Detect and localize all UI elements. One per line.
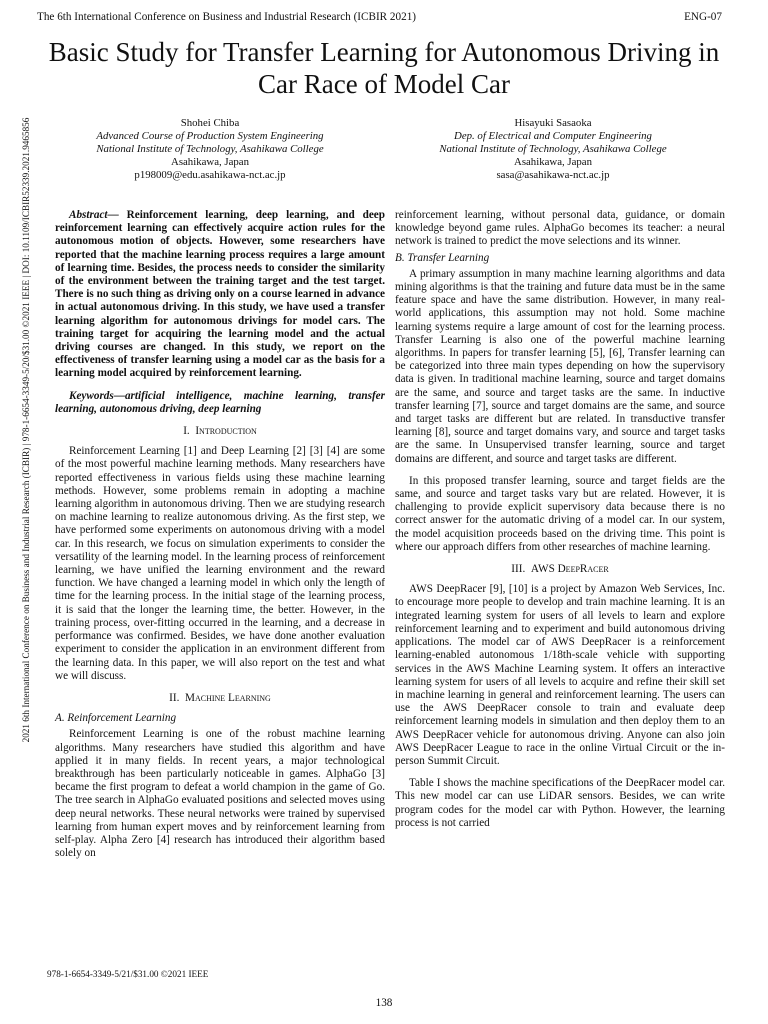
intro-paragraph: Reinforcement Learning [1] and Deep Learning [2] [3] [4] are some of the most powerful machine learning methods. Many researchers have reported effectiveness in various fields using these machine learning methods. However, some problems remain in adopting a machine learning algorithm in autonomous driving. Then we are studying research on machine learning to realize autonomous driving. As the first step, we have performed some experiments on autonomous driving with a model car. In this research, we focus on simulation experiments to consider the versatility of the learning model. In the learning process of reinforcement learning, we have unified the learning environment and the reward function. We have changed a learning model in which only the length of time for the learning process. In the initial stage of the learning process, it is said that the longer the learning time, the better. However, in the training process, over-fitting occurred in the learning, and a decrease in performance was confirmed. Besides, we have done another evaluation experiment to consider the application in an environment different from the learning data. In this paper, we will also report on the test and what we will discuss. [55,445,385,682]
subsection-heading-transfer: B. Transfer Learning [395,251,490,264]
author-block-2 [403,117,703,182]
abstract [55,209,385,381]
paper-id: ENG-07 [684,11,722,23]
abstract-text: — Reinforcement learning, deep learning, and deep reinforcement learning can effectively acquire action rules for the autonomous motion of objects. However, some researchers have reported that the machine learning process requires a large amount of learning time. Besides, the process needs to consider the similarity of the environment between the training target and the test target. There is no such thing as driving only on a course learned in advance in actual autonomous driving. In this study, we have used a transfer learning algorithm for autonomous drivings for model cars. The training target for acquiring the learning model and the actual driving courses are changed. In this study, we report on the effectiveness of transfer learning using a model car as the basis for a learning model acquired by reinforcement learning. [55,209,385,380]
paper-title: Basic Study for Transfer Learning for Autonomous Driving in Car Race of Model Car [48,37,720,99]
footer-isbn: 978-1-6654-3349-5/21/$31.00 ©2021 IEEE [47,969,209,979]
left-column [55,209,385,860]
section-heading-introduction: I. Introduction [183,425,257,438]
keywords: Keywords—artificial intelligence, machine learning, transfer learning, autonomous driving, deep learning [55,389,385,415]
rl-paragraph-continued: reinforcement learning, without personal data, guidance, or domain knowledge beyond game rules. AlphaGo becomes its teacher: a neural network is trained to predict the move selections and its winner. [395,209,725,248]
aws-paragraph-1: AWS DeepRacer [9], [10] is a project by Amazon Web Services, Inc. to encourage more people to develop and train machine learning. It is an integrated learning system for users of all levels to learn and explore reinforcement learning and to experiment and build autonomous driving applications. The model car of AWS DeepRacer is a reinforcement learning-enabled autonomous 1/18th-scale vehicle with supporting services in the AWS Machine Learning system. It offers an interactive learning system for users of all levels to acquire and refine their skill set in machine learning in general and reinforcement learning. The users can use the AWS DeepRacer console to train and evaluate deep reinforcement learning models in simulation and then deploy them to an AWS DeepRacer vehicle for autonomous driving. Anyone can also join AWS DeepRacer League to race in the online Virtual Circuit or the in-person Summit Circuit. [395,583,725,767]
author-inst: National Institute of Technology, Asahikawa College [96,143,324,155]
author-name: Hisayuki Sasaoka [514,117,592,129]
author-city: Asahikawa, Japan [171,156,249,168]
author-email: sasa@asahikawa-nct.ac.jp [496,169,610,181]
conference-header: The 6th International Conference on Business and Industrial Research (ICBIR 2021) [37,11,417,23]
aws-paragraph-2: Table I shows the machine specifications of the DeepRacer model car. This new model car can use LiDAR sensors. Besides, we can write program codes for the model car with Python. However, the learning process is not carried [395,777,725,829]
author-dept: Advanced Course of Production System Engineering [96,130,324,142]
tl-paragraph-1: A primary assumption in many machine learning algorithms and data mining algorithms is that the training and future data must be in the same feature space and have the same distribution. However, in many real-world applications, this assumption may not hold. Some machine learning systems require a large amount of cost for the learning process. Transfer Learning is also one of the powerful machine learning algorithms. In papers for transfer learning [5], [6], Transfer learning can be categorized into three main types depending on how the supervisory data is given. In traditional machine learning, source and target domains are the same, and source and target tasks are the same. In inductive transfer learning [7], source and target domains are the same, and source and target tasks are different but are related. In transductive transfer learning [8], source and target domains vary, and source and target tasks are the same. In Unsupervised transfer learning, source and target domains are different, and source and target tasks are different. [395,267,725,465]
author-inst: National Institute of Technology, Asahikawa College [439,143,667,155]
section-heading-aws-deepracer: III. AWS DeepRacer [511,563,609,576]
author-block-1 [60,117,360,182]
author-dept: Dep. of Electrical and Computer Engineering [454,130,652,142]
abstract-lead: Abstract [69,209,108,221]
page-number: 138 [375,997,393,1009]
section-heading-machine-learning: II. Machine Learning [169,691,271,704]
subsection-heading-reinforcement: A. Reinforcement Learning [55,712,177,725]
doi-sidebar: 2021 6th International Conference on Business and Industrial Research (ICBIR) | 978-1-6654-3349-5/20/$31.00 ©2021 IEEE | DOI: 10.1109/ICBIR52339.2021.9465856 [21,117,31,743]
author-email: p198009@edu.asahikawa-nct.ac.jp [134,169,286,181]
right-column [395,209,725,830]
author-name: Shohei Chiba [180,117,240,129]
tl-paragraph-2: In this proposed transfer learning, source and target fields are the same, and source and target tasks vary but are related. However, it is challenging to provide explicit supervisory data because there is no correct answer for the automatic driving of a model car. In our system, the model acquisition proceeds based on the driving time. This point is where our approach differs from other researches of machine learning. [395,474,725,553]
author-city: Asahikawa, Japan [514,156,592,168]
rl-paragraph: Reinforcement Learning is one of the robust machine learning algorithms. Many researchers have studied this algorithm and have applied it in many fields. In recent years, a major technological breakthrough has been particularly noticeable in games. AlphaGo [3] became the first program to defeat a world champion in the game of Go. The tree search in AlphaGo evaluated positions and selected moves using deep neural networks. These neural networks were trained by supervised learning from human expert moves and by reinforcement learning from self-play. Alpha Zero [4] research has introduced their algorithm based solely on [55,728,385,860]
